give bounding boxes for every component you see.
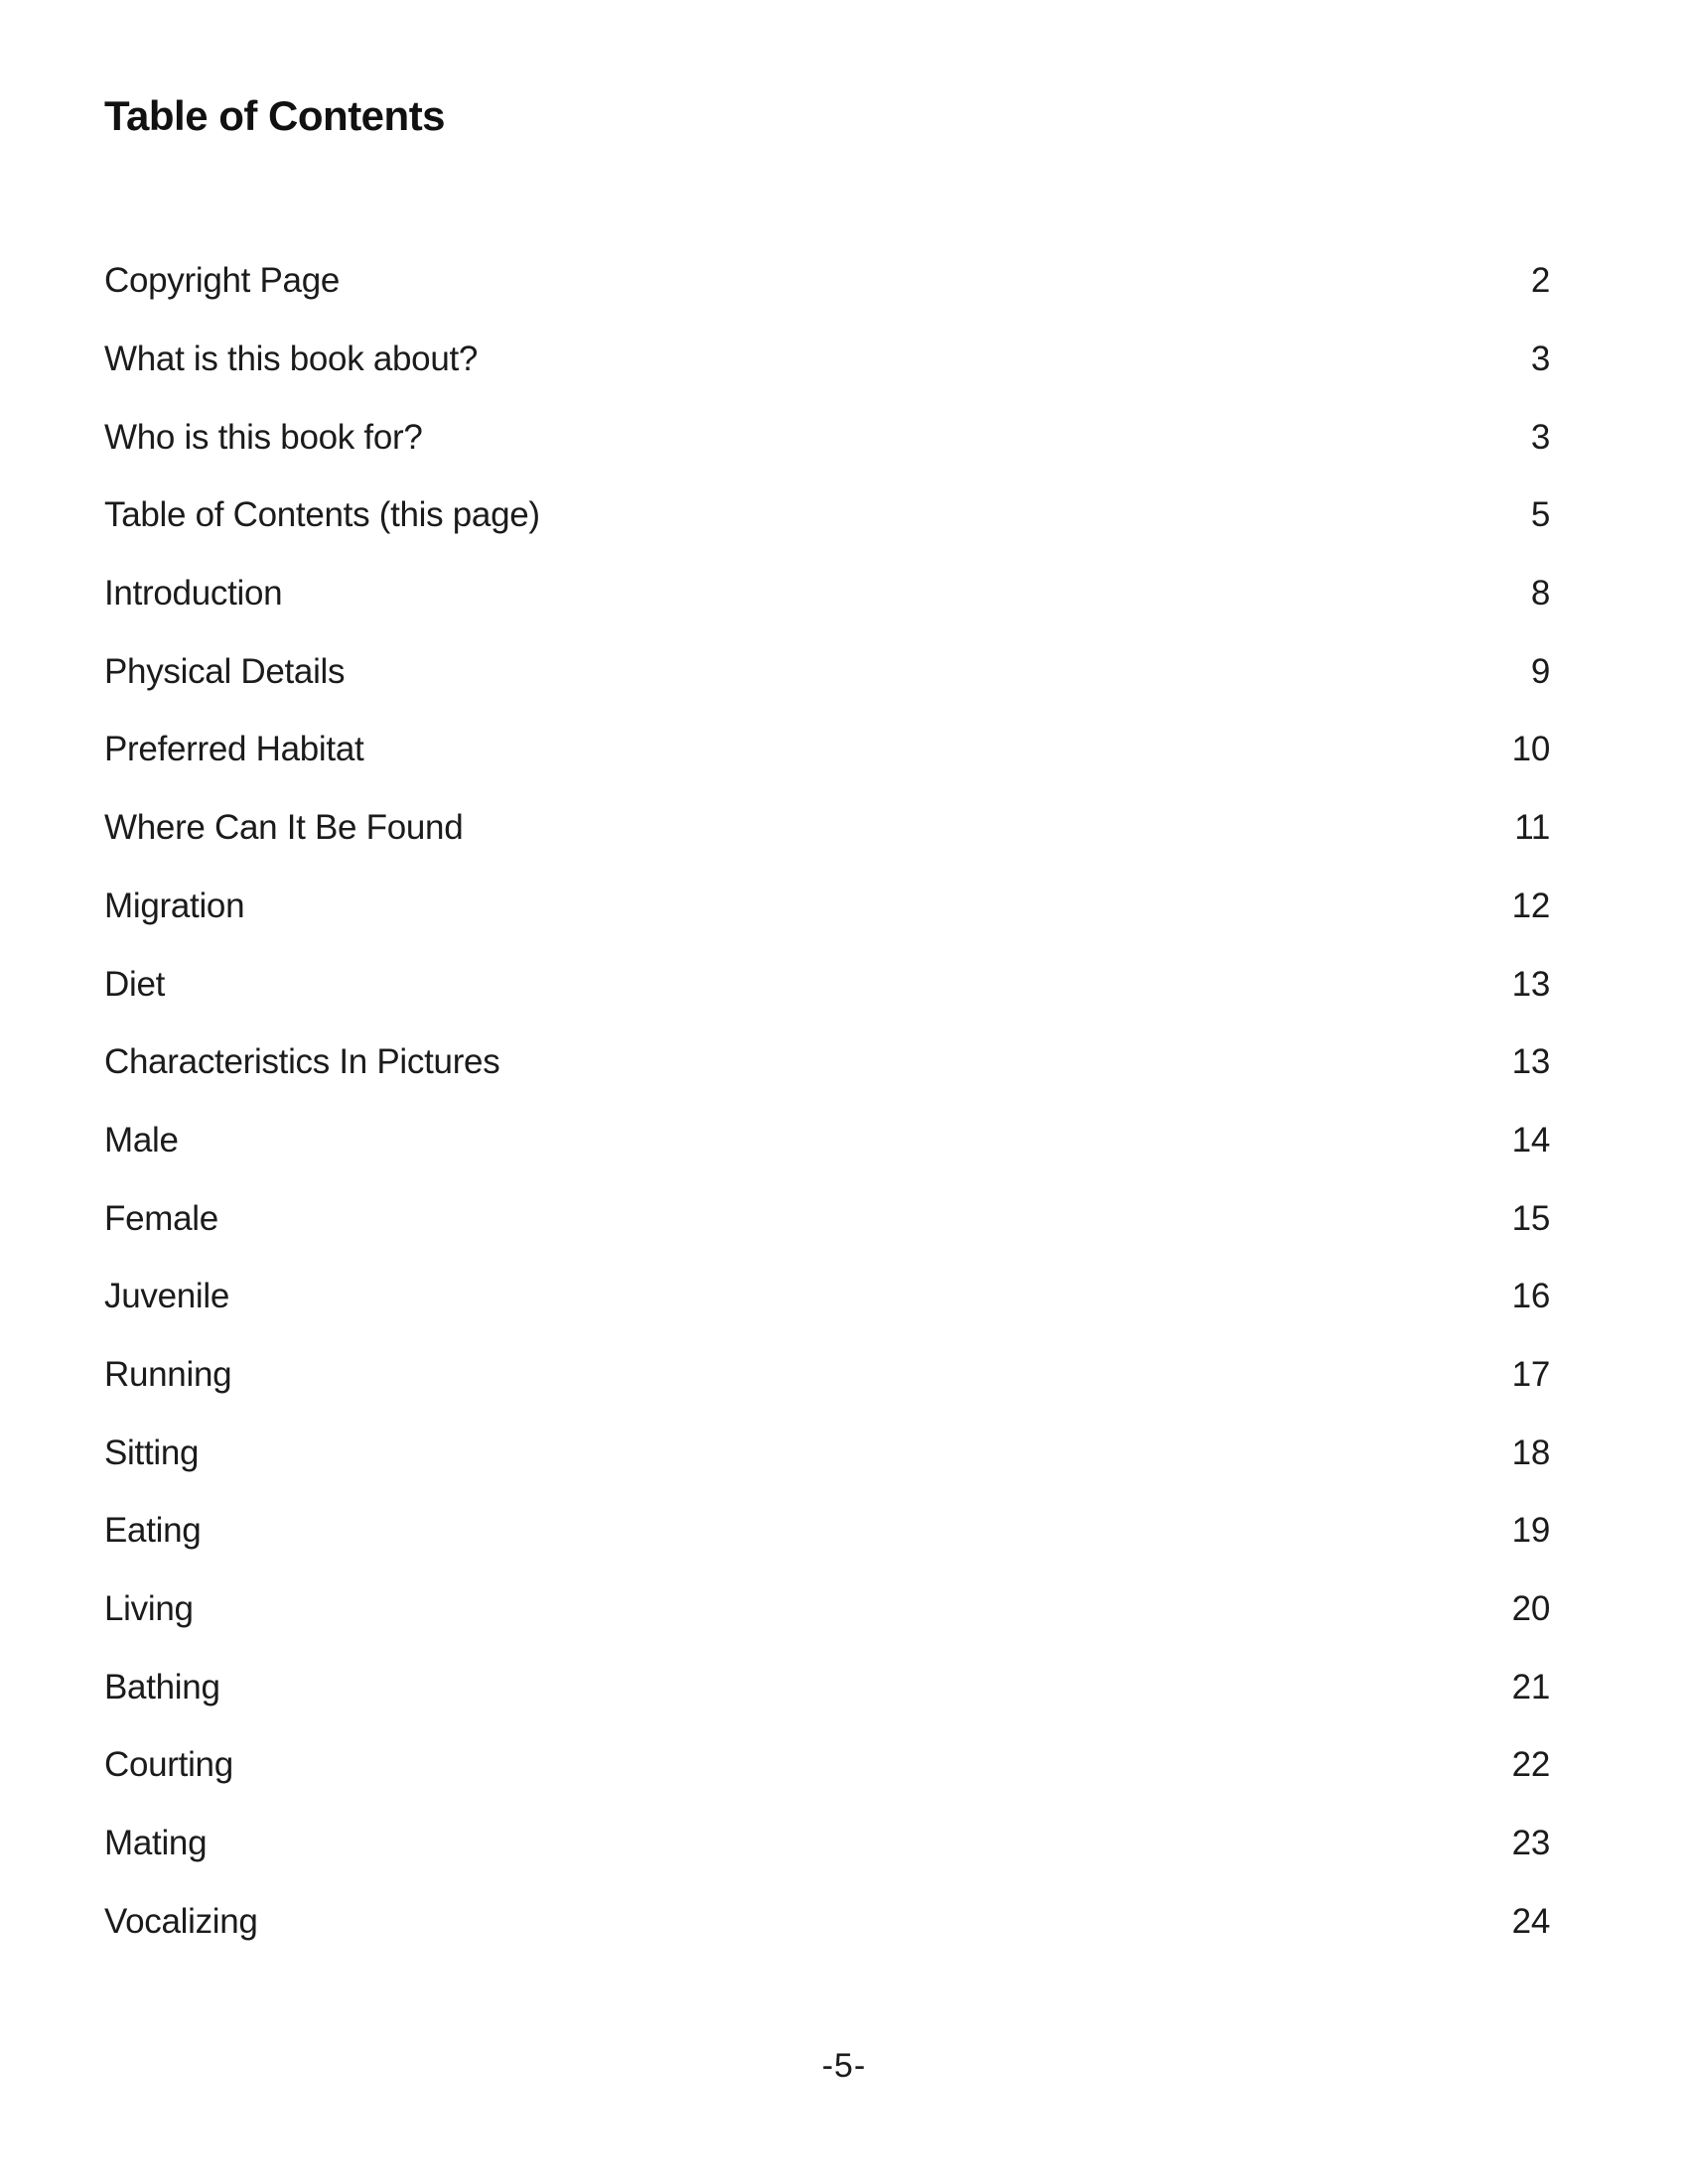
toc-entry	[104, 1414, 1550, 1492]
toc-entry-label: Courting	[104, 1745, 233, 1785]
toc-entry	[104, 1258, 1550, 1336]
toc-entry	[104, 398, 1550, 477]
toc-entry	[104, 242, 1550, 321]
toc-entry-page-number: 13	[1511, 1042, 1550, 1082]
toc-entry-label: Bathing	[104, 1667, 220, 1706]
toc-entry-page-number: 3	[1530, 340, 1550, 379]
toc-entry	[104, 477, 1550, 555]
toc-entry-label: Male	[104, 1120, 179, 1160]
toc-entry-page-number: 19	[1511, 1511, 1550, 1551]
toc-entry	[104, 1102, 1550, 1180]
toc-entry-label: Introduction	[104, 574, 283, 614]
page-title: Table of Contents	[104, 92, 446, 139]
toc-entry-page-number: 12	[1511, 886, 1550, 925]
toc-entry-page-number: 15	[1511, 1198, 1550, 1238]
toc-entry	[104, 868, 1550, 946]
toc-entry-page-number: 17	[1511, 1354, 1550, 1394]
toc-entry	[104, 1805, 1550, 1883]
toc-entry	[104, 1336, 1550, 1415]
toc-entry-label: Running	[104, 1354, 232, 1394]
toc-entry-page-number: 9	[1530, 651, 1550, 691]
toc-entry-page-number: 3	[1530, 417, 1550, 457]
toc-entry-page-number: 2	[1530, 261, 1550, 301]
toc-entry-page-number: 23	[1511, 1824, 1550, 1863]
toc-entry-page-number: 18	[1511, 1433, 1550, 1472]
toc-entry	[104, 1024, 1550, 1102]
toc-entry	[104, 1179, 1550, 1258]
toc-list	[104, 242, 1550, 1961]
toc-entry	[104, 1648, 1550, 1726]
toc-entry-page-number: 11	[1514, 808, 1550, 848]
toc-entry-label: Mating	[104, 1824, 208, 1863]
toc-entry	[104, 711, 1550, 789]
toc-entry-page-number: 16	[1511, 1277, 1550, 1316]
toc-entry-page-number: 14	[1511, 1120, 1550, 1160]
toc-entry-label: Sitting	[104, 1433, 200, 1472]
toc-entry-label: Table of Contents (this page)	[104, 495, 540, 535]
toc-entry-label: Who is this book for?	[104, 417, 423, 457]
toc-entry	[104, 945, 1550, 1024]
toc-entry	[104, 555, 1550, 633]
toc-entry	[104, 321, 1550, 399]
toc-entry-page-number: 10	[1511, 730, 1550, 769]
toc-entry-page-number: 8	[1530, 574, 1550, 614]
toc-entry	[104, 632, 1550, 711]
toc-entry-label: Diet	[104, 964, 166, 1004]
toc-entry-label: Physical Details	[104, 651, 346, 691]
page-number-footer: -5-	[821, 2047, 867, 2085]
toc-entry	[104, 1882, 1550, 1961]
toc-entry-label: Where Can It Be Found	[104, 808, 464, 848]
toc-entry-label: Female	[104, 1198, 218, 1238]
toc-entry	[104, 789, 1550, 868]
toc-entry-label: Vocalizing	[104, 1901, 258, 1941]
toc-entry-label: Eating	[104, 1511, 202, 1551]
toc-entry-label: Characteristics In Pictures	[104, 1042, 500, 1082]
toc-entry-label: Copyright Page	[104, 261, 341, 301]
toc-entry	[104, 1492, 1550, 1570]
toc-entry-page-number: 13	[1511, 964, 1550, 1004]
toc-entry-label: Preferred Habitat	[104, 730, 364, 769]
toc-entry-page-number: 5	[1530, 495, 1550, 535]
toc-entry	[104, 1726, 1550, 1805]
toc-entry-label: Living	[104, 1589, 194, 1629]
toc-entry-label: What is this book about?	[104, 340, 479, 379]
toc-entry-page-number: 22	[1511, 1745, 1550, 1785]
toc-entry-page-number: 24	[1511, 1901, 1550, 1941]
toc-entry-label: Juvenile	[104, 1277, 230, 1316]
toc-entry-page-number: 21	[1511, 1667, 1550, 1706]
toc-entry	[104, 1570, 1550, 1649]
toc-entry-label: Migration	[104, 886, 245, 925]
toc-entry-page-number: 20	[1511, 1589, 1550, 1629]
